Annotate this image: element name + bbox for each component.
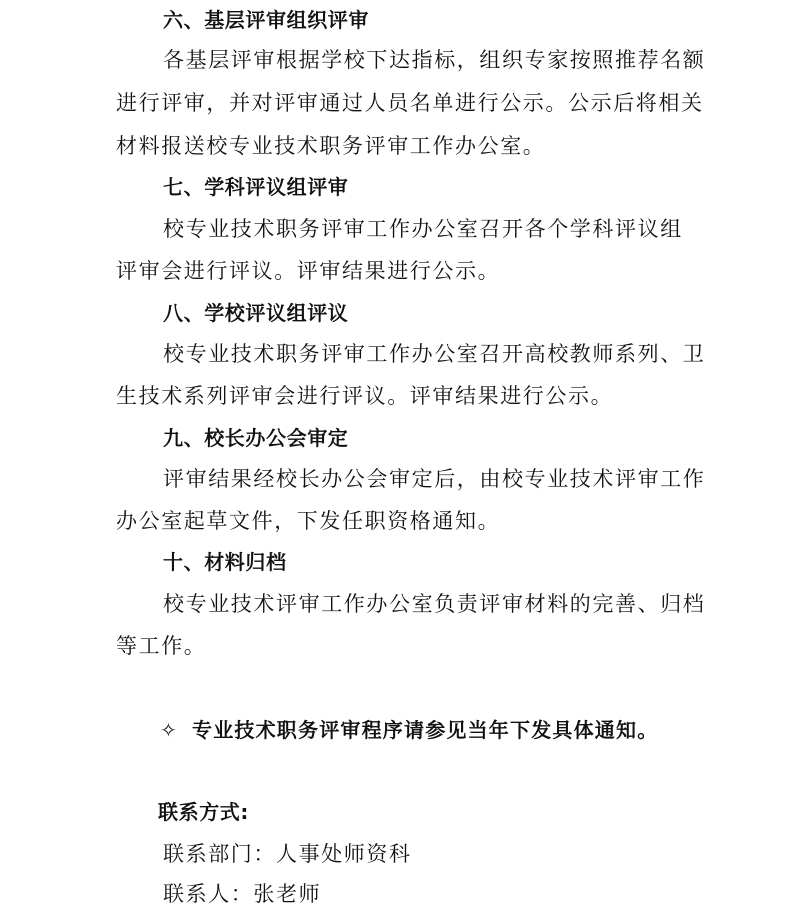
section-6-body-line-2: 进行评审，并对评审通过人员名单进行公示。公示后将相关 xyxy=(116,91,704,115)
program-notice xyxy=(160,716,658,744)
section-10-body-line-2: 等工作。 xyxy=(116,634,207,658)
section-8-body-line-2: 生技术系列评审会进行评议。评审结果进行公示。 xyxy=(116,384,614,408)
section-9-body-line-2: 办公室起草文件，下发任职资格通知。 xyxy=(116,509,501,533)
section-6-body-line-3: 材料报送校专业技术职务评审工作办公室。 xyxy=(116,134,546,158)
program-notice-text: 专业技术职务评审程序请参见当年下发具体通知。 xyxy=(192,718,659,742)
section-heading-8: 八、学校评议组评议 xyxy=(163,301,349,325)
section-7-body-line-2: 评审会进行评议。评审结果进行公示。 xyxy=(116,259,501,283)
contact-title: 联系方式: xyxy=(158,800,249,824)
contact-department: 联系部门：人事处师资科 xyxy=(163,842,412,866)
section-10-body-line-1: 校专业技术评审工作办公室负责评审材料的完善、归档 xyxy=(163,592,706,616)
section-heading-6: 六、基层评审组织评审 xyxy=(163,8,369,32)
section-6-body-line-1: 各基层评审根据学校下达指标，组织专家按照推荐名额 xyxy=(163,48,706,72)
section-7-body-line-1: 校专业技术职务评审工作办公室召开各个学科评议组 xyxy=(163,217,683,241)
section-8-body-line-1: 校专业技术职务评审工作办公室召开高校教师系列、卫 xyxy=(163,342,706,366)
diamond-bullet-icon: ✧ xyxy=(160,718,178,742)
section-heading-10: 十、材料归档 xyxy=(163,550,287,574)
section-9-body-line-1: 评审结果经校长办公会审定后，由校专业技术评审工作 xyxy=(163,467,706,491)
contact-person: 联系人：张老师 xyxy=(163,882,322,906)
section-heading-7: 七、学科评议组评审 xyxy=(163,175,349,199)
section-heading-9: 九、校长办公会审定 xyxy=(163,426,349,450)
